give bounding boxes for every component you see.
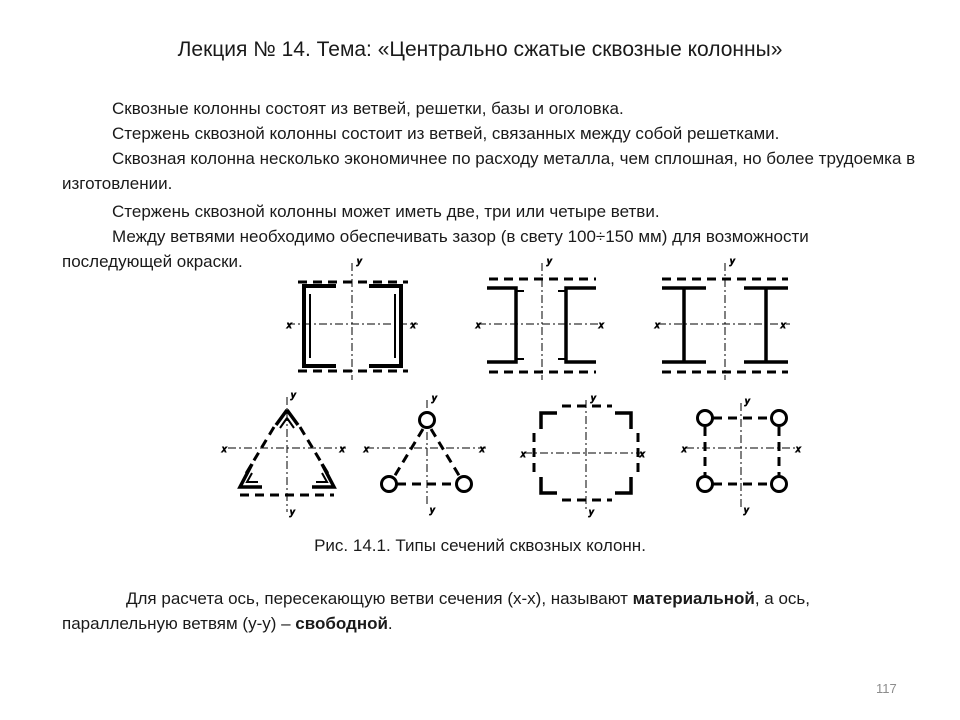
section-two-i-beam [654,256,790,380]
svg-text:x: x [476,320,481,330]
svg-text:y: y [745,396,750,406]
svg-text:y: y [730,256,735,266]
section-two-channel-in [475,256,604,380]
svg-text:y: y [744,505,749,515]
svg-text:x: x [655,320,660,330]
svg-text:y: y [291,390,296,400]
svg-text:x: x [222,444,227,454]
svg-text:y: y [432,393,437,403]
material-axis-term: материальной [632,589,755,608]
section-types-figure [0,255,960,525]
svg-text:x: x [340,444,345,454]
svg-text:y: y [357,256,362,266]
svg-text:x: x [521,449,526,459]
section-two-channel-out [286,256,418,380]
paragraph-3: Сквозная колонна несколько экономичнее по расходу металла, чем сплошная, но более трудоемка в изготовлении. [62,149,916,193]
svg-text:x: x [599,320,604,330]
section-three-angle-triangle [221,390,346,517]
svg-text:x: x [640,449,645,459]
svg-text:y: y [591,393,596,403]
svg-text:x: x [796,444,801,454]
figure-caption: Рис. 14.1. Типы сечений сквозных колонн. [314,536,646,555]
paragraph-4: Стержень сквозной колонны может иметь две, три или четыре ветви. [112,202,660,221]
section-four-angle-square [520,393,645,517]
page-number: 117 [876,681,897,696]
paragraph-2: Стержень сквозной колонны состоит из ветвей, связанных между собой решетками. [112,124,780,143]
page-title: Лекция № 14. Тема: «Центрально сжатые сквозные колонны» [177,38,783,61]
svg-text:y: y [589,507,594,517]
svg-text:y: y [547,256,552,266]
free-axis-term: свободной [295,614,388,633]
svg-text:x: x [480,444,485,454]
svg-text:x: x [411,320,416,330]
section-four-tube-rectangle [681,396,801,515]
svg-text:x: x [682,444,687,454]
paragraph-1: Сквозные колонны состоят из ветвей, решетки, базы и оголовка. [112,99,624,118]
svg-text:y: y [430,505,435,515]
axes-definition-paragraph: Для расчета ось, пересекающую ветви сечения (x-x), называют материальной, а ось, параллельную ветвям (y-y) – свободной. [62,589,811,633]
paragraph-5: Между ветвями необходимо обеспечивать зазор (в свету 100÷150 мм) для возможности последующей окраски. [62,227,809,271]
section-three-tube-triangle [363,393,486,515]
svg-text:y: y [290,507,295,517]
svg-text:x: x [781,320,786,330]
svg-text:x: x [287,320,292,330]
svg-text:x: x [364,444,369,454]
